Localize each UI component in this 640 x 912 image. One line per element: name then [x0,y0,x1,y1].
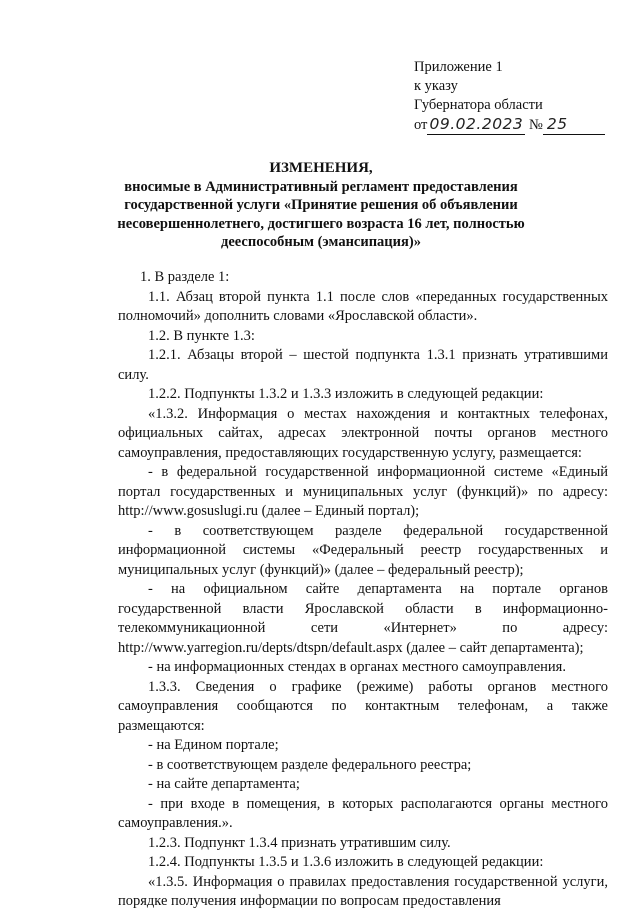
paragraph: 1.3.3. Сведения о графике (режиме) работы органов местного самоуправления сообщаются по контактным телефонам, а также размещаются: [118,678,608,734]
heading-subtitle: вносимые в Административный регламент предоставления государственной услуги «Принятие решения об объявлении несовершеннолетнего, достигшего возраста 16 лет, полностью дееспособным (эмансипация)» [117,178,525,250]
appendix-line-2: к указу [414,78,458,94]
paragraph: 1.2.1. Абзацы второй – шестой подпункта 1.3.1 признать утратившими силу. [118,347,608,383]
document-body [118,268,608,912]
paragraph: - в соответствующем разделе федерального реестра; [148,756,472,773]
paragraph: - на Едином портале; [148,737,279,753]
paragraph: - на информационных стендах в органах местного самоуправления. [148,659,566,675]
paragraph: - в федеральной государственной информационной системе «Единый портал государственных и муниципальных услуг (функций)» по адресу: http://www.gosuslugi.ru (далее – Единый портал); [118,464,608,519]
paragraph: - при входе в помещения, в которых располагаются органы местного самоуправления.». [118,795,608,831]
handwritten-date: 09.02.2023 [427,115,525,135]
paragraph: - на сайте департамента; [148,776,300,792]
date-prefix: от [414,117,428,133]
paragraph: «1.3.2. Информация о местах нахождения и контактных телефонах, официальных сайтах, адресах электронной почты органов местного самоуправления, предоставляющих государственную услугу, размещается: [118,405,608,461]
paragraph: 1.2. В пункте 1.3: [148,327,255,344]
document-heading [96,159,546,252]
paragraph: 1.2.3. Подпункт 1.3.4 признать утратившим силу. [148,834,451,851]
heading-title: ИЗМЕНЕНИЯ, [269,160,373,176]
handwritten-number: 25 [543,115,605,135]
number-prefix: № [529,117,543,133]
paragraph: - в соответствующем разделе федеральной государственной информационной системы «Федеральный реестр государственных и муниципальных услуг (функций)» (далее – федеральный реестр); [118,522,608,578]
paragraph: - на официальном сайте департамента на портале органов государственной власти Ярославской области в информационно-телекоммуникационной сети «Интернет» по адресу: http://www.yarregion.ru/depts/dtspn/default.aspx (далее – сайт департамента); [118,581,608,656]
paragraph: 1.2.2. Подпункты 1.3.2 и 1.3.3 изложить в следующей редакции: [148,386,544,402]
appendix-block [414,58,624,135]
appendix-line-1: Приложение 1 [414,59,503,75]
appendix-line-3: Губернатора области [414,97,543,113]
paragraph: «1.3.5. Информация о правилах предоставления государственной услуги, порядке получения информации по вопросам предоставления [118,873,608,909]
paragraph: 1.1. Абзац второй пункта 1.1 после слов «переданных государственных полномочий» дополнить словами «Ярославской области». [118,288,608,324]
paragraph: 1.2.4. Подпункты 1.3.5 и 1.3.6 изложить в следующей редакции: [148,854,544,870]
paragraph: 1. В разделе 1: [140,269,230,285]
appendix-date-line [414,115,624,135]
